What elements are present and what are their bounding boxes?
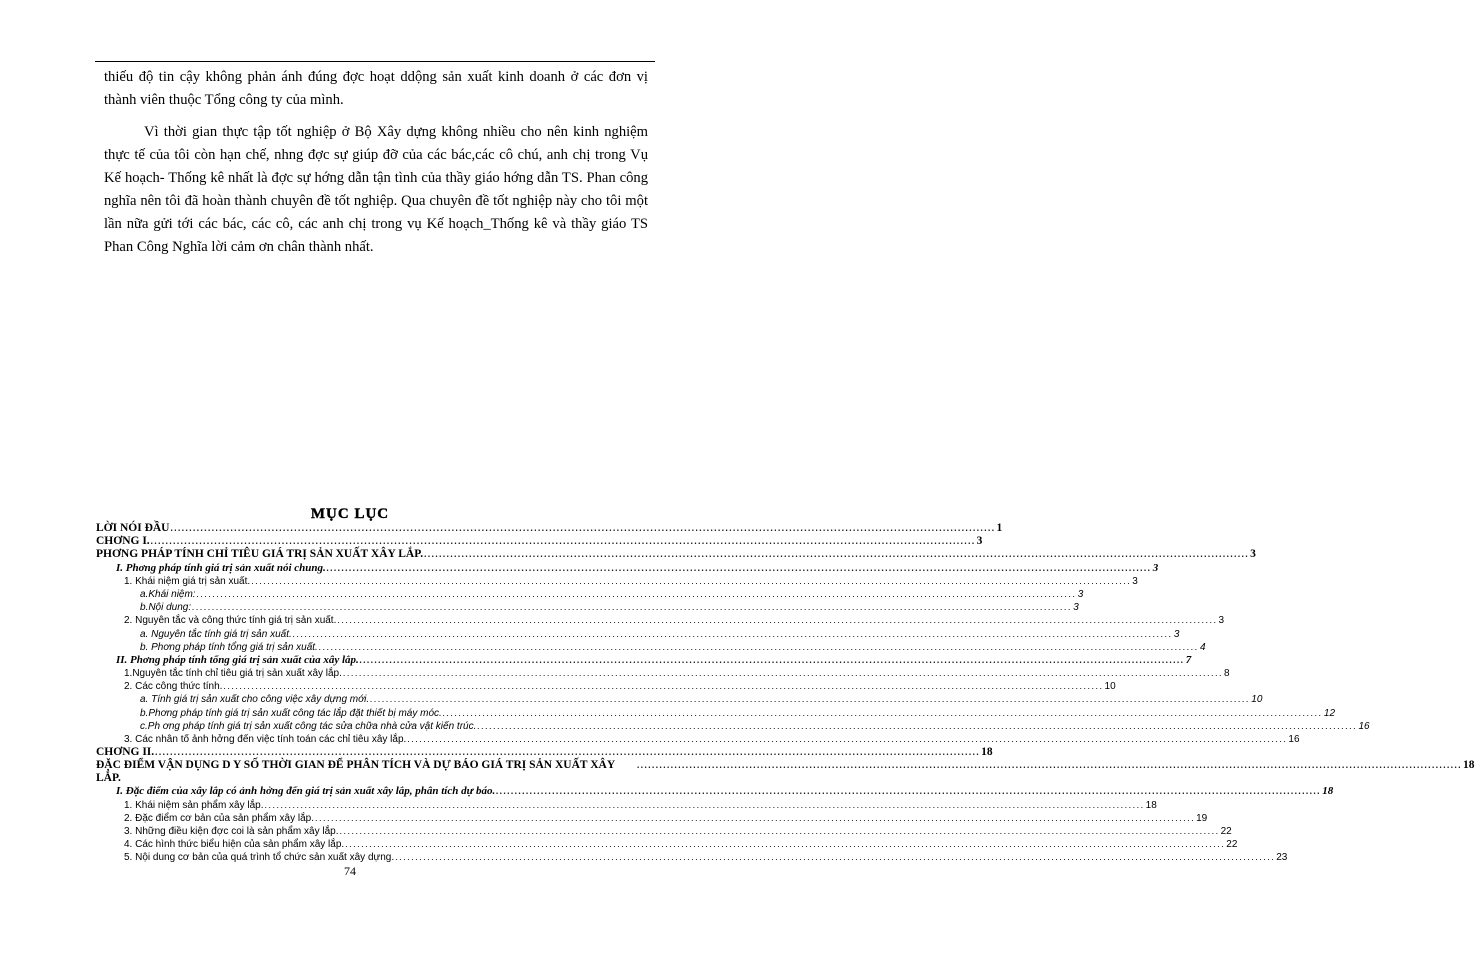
toc-entry-text: a.Khái niệm: bbox=[140, 588, 196, 600]
toc-leader-dots: ............................................................................................................................................................................................................................ bbox=[339, 825, 1220, 836]
toc-entry-page: 1 bbox=[996, 522, 1003, 534]
toc-entry-page: 18 bbox=[1463, 759, 1475, 772]
toc-entry-text: 5. Nội dung cơ bản của quá trình tổ chức sản xuất xây dựng. bbox=[124, 852, 395, 864]
toc-leader-dots: ............................................................................................................................................................................................................................ bbox=[496, 786, 1322, 797]
paragraph-2 bbox=[104, 121, 648, 259]
toc-leader-dots: ............................................................................................................................................................................................................................ bbox=[359, 654, 1185, 665]
toc-entry-text: c.Ph ơng pháp tính giá trị sản xuất công tác sửa chữa nhà cửa vật kiến trúc. bbox=[140, 720, 477, 732]
toc-entry-page: 22 bbox=[1226, 839, 1238, 851]
toc-entry-page: 18 bbox=[1322, 785, 1334, 798]
toc-entry-page: 3 bbox=[976, 535, 983, 548]
toc-entry-page: 4 bbox=[1199, 641, 1206, 653]
toc-title: MỤC LỤC bbox=[310, 506, 390, 522]
toc-entry-text: LỜI NÓI ĐẦU bbox=[96, 522, 170, 534]
toc-entry-text: CHƠNG II. bbox=[96, 746, 155, 759]
toc-entry-page: 18 bbox=[1145, 799, 1157, 811]
toc-entry-page: 3 bbox=[1152, 561, 1159, 574]
toc-leader-dots: ............................................................................................................................................................................................................................ bbox=[337, 615, 1218, 626]
toc-leader-dots: ............................................................................................................................................................................................................................ bbox=[407, 734, 1288, 744]
toc-entry bbox=[96, 825, 1232, 838]
toc-entry bbox=[96, 628, 1180, 641]
toc-entry bbox=[96, 720, 1370, 733]
toc-entry bbox=[96, 746, 993, 759]
toc-entry-text: PHƠNG PHÁP TÍNH CHỈ TIÊU GIÁ TRỊ SẢN XUẤT XÂY LẮP. bbox=[96, 548, 424, 561]
toc-entry bbox=[96, 838, 1238, 851]
toc-entry bbox=[96, 535, 983, 548]
toc-entry-page: 7 bbox=[1185, 653, 1192, 666]
toc-entry-text: 4. Các hình thức biểu hiện của sản phẩm xây lắp. bbox=[124, 839, 345, 851]
toc-leader-dots: ............................................................................................................................................................................................................................ bbox=[192, 602, 1073, 613]
toc-leader-dots: ............................................................................................................................................................................................................................ bbox=[477, 720, 1358, 731]
toc-entry bbox=[96, 575, 1138, 588]
toc-leader-dots: ............................................................................................................................................................................................................................ bbox=[264, 799, 1145, 810]
toc-entry bbox=[96, 799, 1157, 812]
toc-entry-text: 3. Các nhân tố ảnh hởng đến việc tính toán các chỉ tiêu xây lắp. bbox=[124, 734, 407, 745]
toc-entry-text: a. Tính giá trị sản xuất cho công việc xây dựng mới. bbox=[140, 694, 370, 706]
page-number: 74 bbox=[344, 864, 356, 878]
toc-entry-text: b.Nội dung: bbox=[140, 602, 192, 614]
toc-entry-text: 2. Các công thức tính. bbox=[124, 681, 223, 693]
paragraph-1 bbox=[104, 66, 648, 112]
toc-entry-page: 22 bbox=[1220, 825, 1232, 837]
toc-entry-page: 3 bbox=[1173, 628, 1180, 640]
toc-entry bbox=[96, 785, 1334, 798]
toc-leader-dots: ............................................................................................................................................................................................................................ bbox=[155, 747, 981, 758]
toc-entry-text: a. Nguyên tắc tính giá trị sản xuất. bbox=[140, 628, 292, 640]
toc-entry-text: 1. Khái niệm sản phẩm xây lắp. bbox=[124, 799, 264, 811]
toc-entry bbox=[96, 561, 1159, 575]
toc-leader-dots: ............................................................................................................................................................................................................................ bbox=[424, 549, 1250, 560]
toc-leader-dots: ............................................................................................................................................................................................................................ bbox=[150, 536, 976, 547]
paragraph-2-text: Vì thời gian thực tập tốt nghiệp ở Bộ Xây dựng không nhiều cho nên kinh nghiệm thực tế của tôi còn hạn chế, nhng đợc sự giúp đỡ của các bác,các cô chú, anh chị trong Vụ Kế hoạch- Thống kê nhất là đợc sự hớng dẫn tận tình của thầy giáo hớng dẫn TS. Phan công nghĩa nên tôi đã hoàn thành chuyên đề tốt nghiệp. Qua chuyên đề tốt nghiệp này cho tôi một lần nữa gửi tới các bác, các cô, các anh chị trong vụ Kế hoạch_Thống kê và thầy giáo TS Phan Công Nghĩa lời cảm ơn chân thành nhất. bbox=[104, 124, 648, 255]
toc-leader-dots: ............................................................................................................................................................................................................................ bbox=[442, 707, 1323, 718]
toc-entry bbox=[96, 667, 1230, 680]
toc-entry-page: 12 bbox=[1323, 707, 1336, 719]
toc-entry bbox=[96, 614, 1225, 627]
toc-entry bbox=[96, 653, 1192, 667]
toc-leader-dots: ............................................................................................................................................................................................................................ bbox=[345, 839, 1226, 850]
toc-entry bbox=[96, 548, 1256, 561]
toc-entry bbox=[96, 733, 1300, 746]
toc-entry bbox=[96, 693, 1263, 706]
toc-entry bbox=[96, 851, 1288, 864]
toc-entry-text: I. Đặc điểm của xây lắp có ảnh hởng đến giá trị sản xuất xây lắp, phân tích dự báo. bbox=[116, 785, 496, 798]
toc-leader-dots: ............................................................................................................................................................................................................................ bbox=[395, 852, 1276, 863]
toc-entry-page: 8 bbox=[1224, 668, 1230, 680]
toc-entry-page: 23 bbox=[1276, 852, 1288, 864]
toc-entry-page: 10 bbox=[1251, 694, 1263, 706]
toc-entry-text: 2. Đặc điểm cơ bản của sản phẩm xây lắp. bbox=[124, 812, 314, 824]
toc-entry-text: ĐẶC ĐIỂM VẬN DỤNG D Y SỐ THỜI GIAN ĐỂ PHÂN TÍCH VÀ DỰ BÁO GIÁ TRỊ SẢN XUẤT XÂY LẮP. bbox=[96, 759, 615, 785]
toc-entry-page: 3 bbox=[1077, 588, 1084, 600]
toc-entry-page: 3 bbox=[1073, 602, 1079, 614]
toc-entry-page: 16 bbox=[1358, 720, 1370, 732]
toc-leader-dots: ............................................................................................................................................................................................................................ bbox=[342, 668, 1224, 679]
toc-entry-text: b. Phơng pháp tính tổng giá trị sản xuất. bbox=[140, 641, 318, 653]
header-rule bbox=[95, 61, 655, 62]
toc-leader-dots: ............................................................................................................................................................................................................................ bbox=[326, 562, 1152, 573]
toc-entry-page: 3 bbox=[1218, 615, 1225, 627]
toc-entry bbox=[96, 588, 1084, 601]
toc-leader-dots: ............................................................................................................................................................................................................................ bbox=[637, 760, 1462, 771]
toc-leader-dots: ............................................................................................................................................................................................................................ bbox=[292, 628, 1173, 639]
toc-entry-text: 1.Nguyên tắc tính chỉ tiêu giá trị sản xuất xây lắp. bbox=[124, 668, 342, 680]
toc-leader-dots: ............................................................................................................................................................................................................................ bbox=[196, 588, 1077, 599]
toc-leader-dots: ............................................................................................................................................................................................................................ bbox=[370, 694, 1251, 705]
toc-entry-page: 16 bbox=[1288, 734, 1300, 745]
toc-entry-text: 2. Nguyên tắc và công thức tính giá trị sản xuất. bbox=[124, 615, 337, 627]
toc-entry-text: II. Phơng pháp tính tổng giá trị sản xuất của xây lắp. bbox=[116, 653, 359, 666]
toc-entry-page: 3 bbox=[1132, 575, 1138, 587]
paragraph-1-text: thiếu độ tin cậy không phản ánh đúng đợc hoạt ddộng sản xuất kinh doanh ở các đơn vị thành viên thuộc Tổng công ty của mình. bbox=[104, 69, 648, 108]
toc-entry bbox=[96, 759, 1475, 785]
toc-entry-text: 1. Khái niệm giá trị sản xuất. bbox=[124, 575, 251, 587]
toc-entry bbox=[96, 707, 1336, 720]
toc-entry-page: 3 bbox=[1250, 548, 1256, 561]
toc-entry bbox=[96, 812, 1208, 825]
toc-leader-dots: ............................................................................................................................................................................................................................ bbox=[170, 523, 996, 533]
toc-leader-dots: ............................................................................................................................................................................................................................ bbox=[251, 575, 1132, 586]
toc-entry bbox=[96, 522, 1003, 535]
toc-entry bbox=[96, 601, 1079, 614]
toc-entry-text: 3. Những điều kiện đợc coi là sản phẩm xây lắp. bbox=[124, 825, 339, 837]
toc-entry bbox=[96, 641, 1206, 654]
toc-leader-dots: ............................................................................................................................................................................................................................ bbox=[315, 812, 1196, 823]
toc-entry-page: 18 bbox=[981, 746, 993, 759]
toc-entry-text: b.Phơng pháp tính giá trị sản xuất công tác lắp đặt thiết bị máy móc. bbox=[140, 707, 442, 719]
toc-leader-dots: ............................................................................................................................................................................................................................ bbox=[318, 641, 1199, 652]
toc-entry-page: 19 bbox=[1196, 812, 1208, 824]
toc-entry-page: 10 bbox=[1104, 681, 1116, 693]
toc-leader-dots: ............................................................................................................................................................................................................................ bbox=[223, 681, 1104, 692]
table-of-contents bbox=[96, 522, 1475, 865]
toc-entry-text: I. Phơng pháp tính giá trị sản xuất nói chung. bbox=[116, 561, 326, 574]
toc-entry bbox=[96, 680, 1116, 693]
toc-entry-text: CHƠNG I. bbox=[96, 535, 150, 548]
